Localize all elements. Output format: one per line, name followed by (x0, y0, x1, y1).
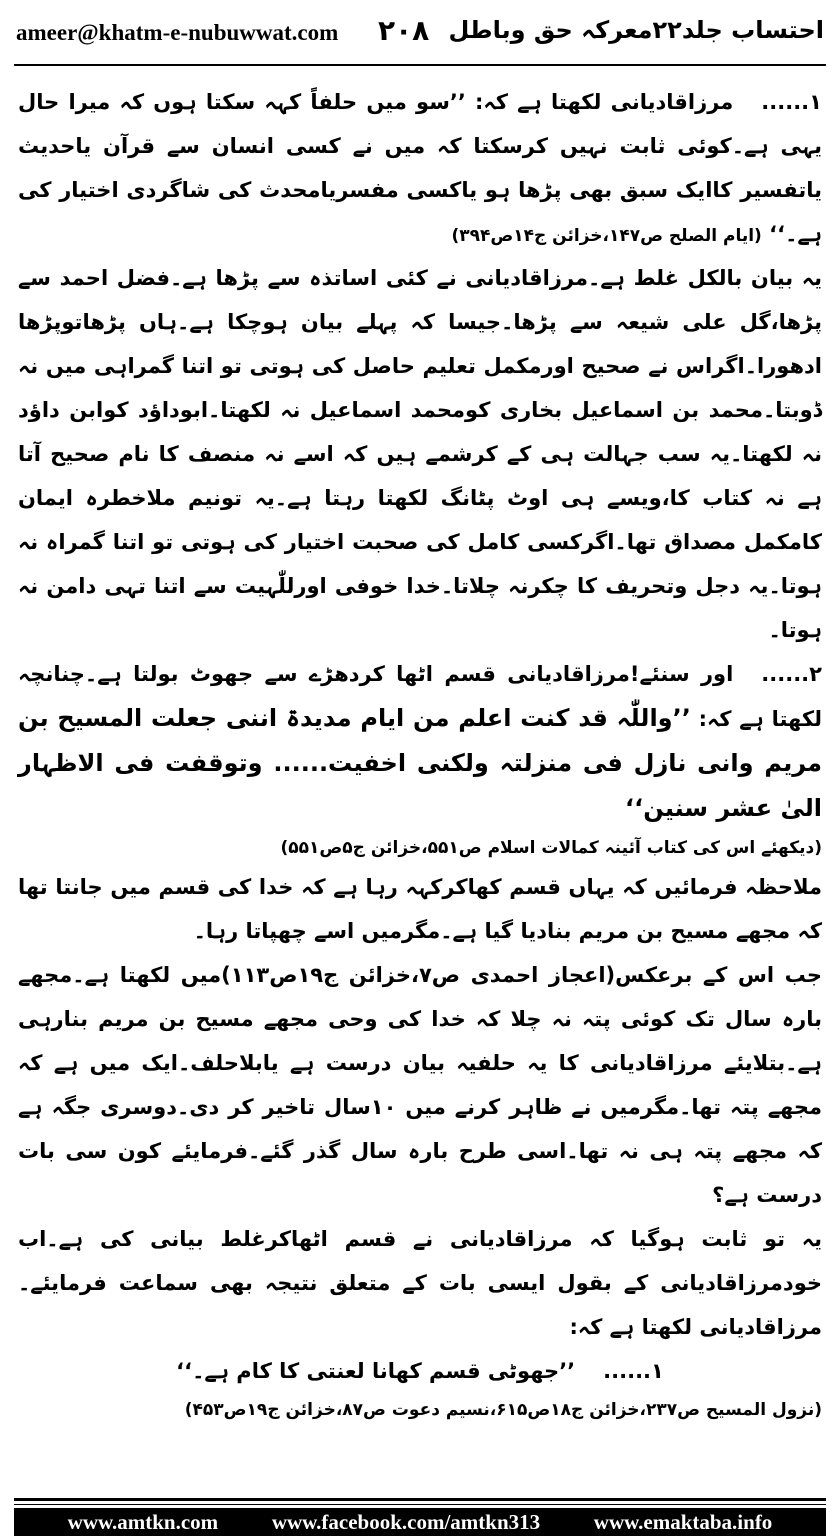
paragraph-3 (18, 652, 822, 831)
header-title: احتساب جلد۲۲معرکہ حق وباطل (448, 16, 824, 44)
paragraph-1 (18, 80, 822, 256)
paragraph-6: یہ تو ثابت ہوگیا کہ مرزاقادیانی نے قسم اٹھاکرغلط بیانی کی ہے۔اب خودمرزاقادیانی کے بقول ایسی بات کے متعلق نتیجہ بھی سماعت فرمایئے۔مرزاقادیانی لکھتا ہے کہ: (18, 1227, 822, 1339)
paragraph-3-number: ۲...... (761, 662, 822, 686)
paragraph-2: یہ بیان بالکل غلط ہے۔مرزاقادیانی نے کئی اساتذہ سے پڑھا ہے۔فضل احمد سے پڑھا،گل علی شیعہ سے پڑھا۔جیسا کہ پہلے بیان ہوچکا ہے۔ہاں پڑھاتوپڑھا ادھورا۔اگراس نے صحیح اورمکمل تعلیم حاصل کی ہوتی تو اتنا گمراہی میں نہ ڈوبتا۔محمد بن اسماعیل بخاری کومحمد اسماعیل نہ لکھتا۔ابوداؤد کوابن داؤد نہ لکھتا۔یہ سب جہالت ہی کے کرشمے ہیں کہ اسے نہ منصف کا نام صحیح آتا ہے نہ کتاب کا،ویسے ہی اوٹ پٹانگ لکھتا رہتا ہے۔یہ تونیم ملاخطرہ ایمان کامکمل مصداق تھا۔اگرکسی کامل کی صحبت اختیار کی ہوتی تو اتنا گمراہ نہ ہوتا۔یہ دجل وتحریف کا چکرنہ چلاتا۔خدا خوفی اورللّٰہیت سے اتنا تہی دامن نہ ہوتا۔ (18, 266, 822, 642)
paragraph-7 (18, 1349, 822, 1393)
page-body (18, 80, 822, 1427)
footer-link-amtkn[interactable]: www.amtkn.com (67, 1509, 219, 1534)
arabic-quote: ’’واللّٰہ قد کنت اعلم من ایام مدیدۃ اننی جعلت المسیح بن مریم وانی نازل فی منزلتہ ولکنی اخفیت...... وتوقفت فی الاظہار الیٰ عشر سنین‘‘ (18, 704, 822, 822)
paragraph-7-reference: (نزول المسیح ص۲۳۷،خزائن ج۱۸ص۶۱۵،نسیم دعوت ص۸۷،خزائن ج۱۹ص۴۵۳) (184, 1400, 822, 1420)
paragraph-7-number: ۱...... (603, 1359, 664, 1383)
page-header (0, 0, 840, 66)
footer-link-emaktaba[interactable]: www.emaktaba.info (593, 1509, 773, 1534)
header-email: ameer@khatm-e-nubuwwat.com (16, 20, 339, 45)
paragraph-1-number: ۱...... (761, 90, 822, 114)
footer-rule (14, 1498, 826, 1501)
paragraph-1-text: مرزاقادیانی لکھتا ہے کہ: ’’سو میں حلفاً کہہ سکتا ہوں کہ میرا حال یہی ہے۔کوئی ثابت نہیں کرسکتا کہ میں نے کسی انسان سے قرآن یاحدیث یاتفسیر کاایک سبق بھی پڑھا ہو یاکسی مفسریامحدث کی شاگردی اختیار کی ہے۔‘‘ (18, 90, 822, 246)
footer-link-facebook[interactable]: www.facebook.com/amtkn313 (271, 1509, 541, 1534)
page-number: ۲۰۸ (378, 14, 430, 47)
paragraph-4: ملاحظہ فرمائیں کہ یہاں قسم کھاکرکہہ رہا ہے کہ خدا کی قسم میں جانتا تھا کہ مجھے مسیح بن مریم بنادیا گیا ہے۔مگرمیں اسے چھپاتا رہا۔ (18, 875, 822, 943)
paragraph-3-text: اور سنئے!مرزاقادیانی قسم اٹھا کردھڑے سے جھوٹ بولتا ہے۔چنانچہ لکھتا ہے کہ: (18, 662, 822, 731)
page-footer (14, 1508, 826, 1536)
paragraph-7-text: ’’جھوٹی قسم کھانا لعنتی کا کام ہے۔‘‘ (176, 1359, 576, 1383)
footer-rule-thin (14, 1504, 826, 1505)
header-rule (14, 64, 826, 66)
paragraph-3-reference: (دیکھئے اس کی کتاب آئینہ کمالات اسلام ص۵۵۱،خزائن ج۵ص۵۵۱) (280, 838, 822, 858)
paragraph-1-reference: (ایام الصلح ص۱۴۷،خزائن ج۱۴ص۳۹۴) (451, 226, 762, 246)
paragraph-5: جب اس کے برعکس(اعجاز احمدی ص۷،خزائن ج۱۹ص۱۱۳)میں لکھتا ہے۔مجھے بارہ سال تک کوئی پتہ نہ چلا کہ خدا کی وحی مجھے مسیح بن مریم بنارہی ہے۔بتلایئے مرزاقادیانی کا یہ حلفیہ بیان درست ہے یابلاحلف۔ایک میں ہے کہ مجھے پتہ تھا۔مگرمیں نے ظاہر کرنے میں ۱۰سال تاخیر کر دی۔دوسری جگہ ہے کہ مجھے پتہ ہی نہ تھا۔اسی طرح بارہ سال گذر گئے۔فرمایئے کون سی بات درست ہے؟ (18, 963, 823, 1207)
